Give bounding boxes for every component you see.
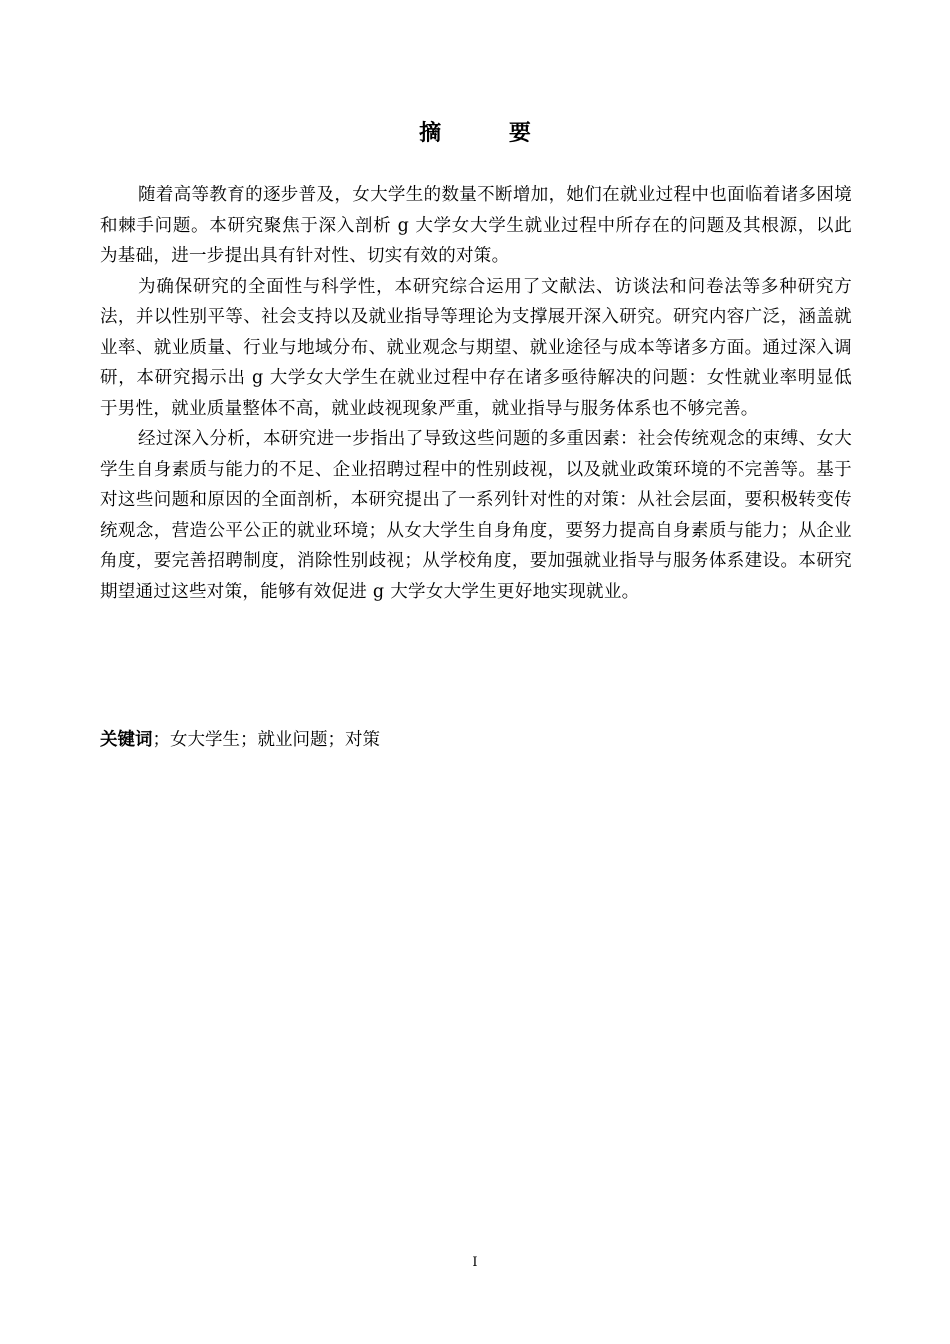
keywords-label: 关键词	[100, 730, 153, 750]
abstract-paragraph-1: 随着高等教育的逐步普及，女大学生的数量不断增加，她们在就业过程中也面临着诸多困境和棘手问题。本研究聚焦于深入剖析 g 大学女大学生就业过程中所存在的问题及其根源，以此为基础，进一步提出具有针对性、切实有效的对策。	[100, 185, 852, 266]
keywords-line	[100, 725, 852, 755]
keywords-list: 女大学生；就业问题；对策	[170, 730, 380, 750]
abstract-paragraph-2: 为确保研究的全面性与科学性，本研究综合运用了文献法、访谈法和问卷法等多种研究方法，并以性别平等、社会支持以及就业指导等理论为支撑展开深入研究。研究内容广泛，涵盖就业率、就业质量、行业与地域分布、就业观念与期望、就业途径与成本等诸多方面。通过深入调研，本研究揭示出 g 大学女大学生在就业过程中存在诸多亟待解决的问题：女性就业率明显低于男性，就业质量整体不高，就业歧视现象严重，就业指导与服务体系也不够完善。	[100, 276, 852, 419]
keywords-separator: ；	[152, 730, 170, 750]
abstract-paragraph-3: 经过深入分析，本研究进一步指出了导致这些问题的多重因素：社会传统观念的束缚、女大学生自身素质与能力的不足、企业招聘过程中的性别歧视，以及就业政策环境的不完善等。基于对这些问题和原因的全面剖析，本研究提出了一系列针对性的对策：从社会层面，要积极转变传统观念，营造公平公正的就业环境；从女大学生自身角度，要努力提高自身素质与能力；从企业角度，要完善招聘制度，消除性别歧视；从学校角度，要加强就业指导与服务体系建设。本研究期望通过这些对策，能够有效促进 g 大学女大学生更好地实现就业。	[100, 429, 852, 602]
abstract-title: 摘 要	[419, 121, 561, 146]
page-number: I	[472, 1255, 478, 1270]
abstract-body	[100, 180, 852, 607]
